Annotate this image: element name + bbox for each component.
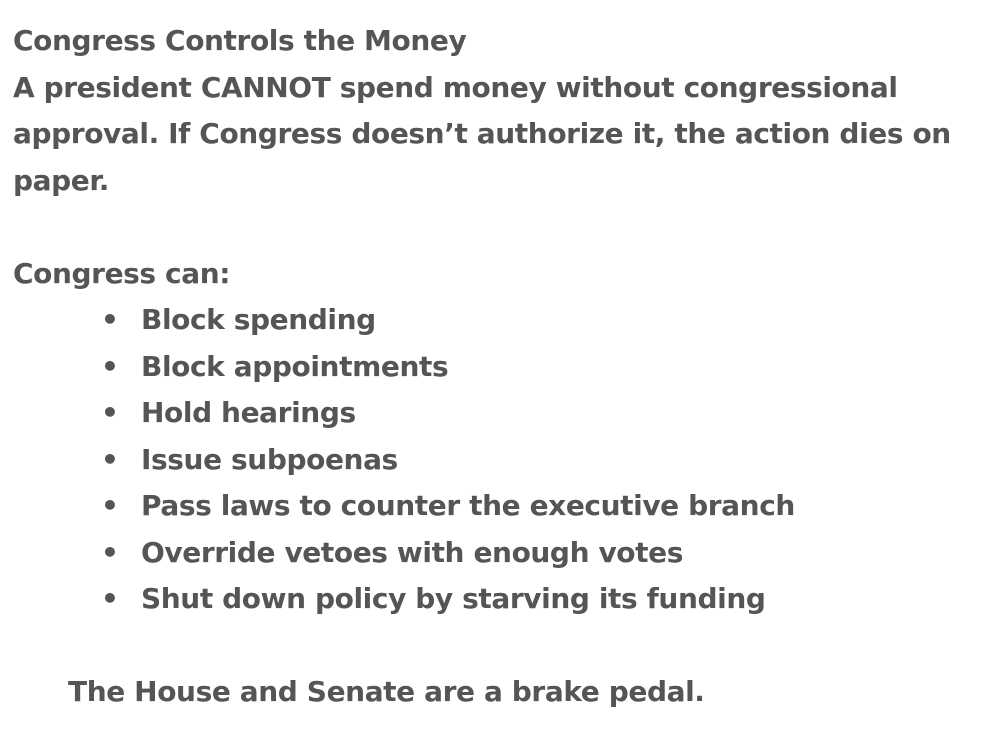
bullet-icon: •	[101, 303, 119, 336]
bullet-icon: •	[101, 535, 119, 569]
list-intro: Congress can:	[13, 256, 231, 290]
list-item	[13, 530, 988, 577]
closing-statement: The House and Senate are a brake pedal.	[68, 675, 705, 708]
bullet-text: Block spending	[141, 303, 376, 336]
document-body	[13, 18, 988, 716]
bullet-text: Hold hearings	[141, 396, 356, 429]
bullet-text: Issue subpoenas	[141, 442, 398, 476]
bullet-text: Pass laws to counter the executive branch	[141, 489, 795, 522]
list-item	[13, 344, 988, 391]
intro-line: approval. If Congress doesn’t authorize it, the action dies on	[13, 117, 951, 150]
bullet-text: Override vetoes with enough votes	[141, 535, 683, 569]
list-item	[13, 297, 988, 344]
list-item	[13, 576, 988, 623]
blank-line	[13, 204, 988, 251]
blank-line	[13, 623, 988, 670]
intro-line: paper.	[13, 163, 110, 197]
bullet-text: Block appointments	[141, 349, 449, 383]
bullet-icon: •	[101, 349, 119, 383]
intro-line: A president CANNOT spend money without congressional	[13, 70, 898, 104]
bullet-icon: •	[101, 489, 119, 522]
bullet-icon: •	[101, 582, 119, 615]
bullet-list	[13, 297, 988, 623]
list-item	[13, 483, 988, 530]
heading: Congress Controls the Money	[13, 24, 467, 57]
list-item	[13, 390, 988, 437]
bullet-icon: •	[101, 396, 119, 429]
bullet-icon: •	[101, 442, 119, 476]
bullet-text: Shut down policy by starving its funding	[141, 582, 766, 615]
list-item	[13, 437, 988, 484]
